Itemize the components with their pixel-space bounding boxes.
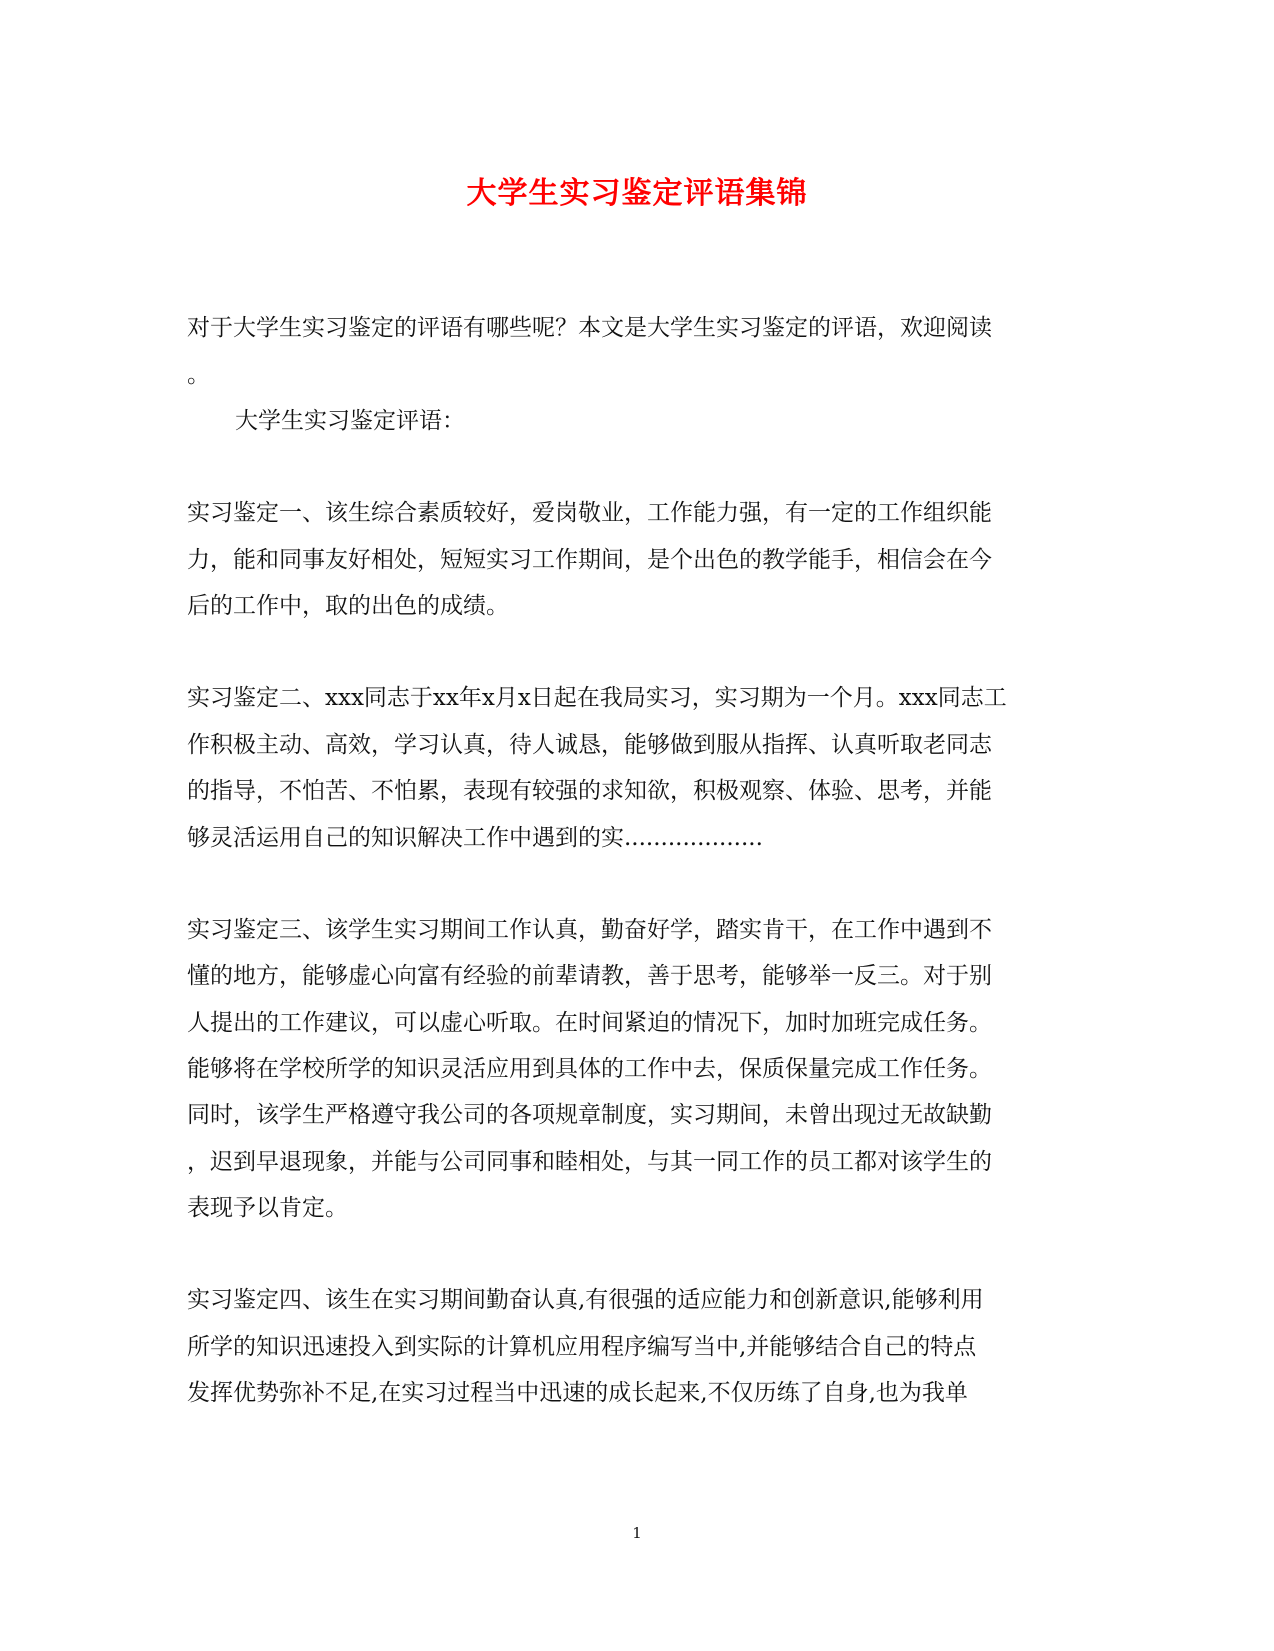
section-heading: 大学生实习鉴定评语：	[235, 408, 465, 434]
paragraph-3-line-2: 懂的地方，能够虚心向富有经验的前辈请教，善于思考，能够举一反三。对于别	[187, 963, 992, 989]
paragraph-3-line-7: 表现予以肯定。	[187, 1195, 348, 1221]
paragraph-3-line-1: 实习鉴定三、该学生实习期间工作认真，勤奋好学，踏实肯干，在工作中遇到不	[187, 917, 992, 943]
paragraph-4-line-3: 发挥优势弥补不足,在实习过程当中迅速的成长起来,不仅历练了自身,也为我单	[187, 1380, 968, 1406]
paragraph-3-line-5: 同时，该学生严格遵守我公司的各项规章制度，实习期间，未曾出现过无故缺勤	[187, 1102, 992, 1128]
paragraph-2-line-3: 的指导，不怕苦、不怕累，表现有较强的求知欲，积极观察、体验、思考，并能	[187, 778, 992, 804]
page-number: 1	[632, 1524, 642, 1542]
paragraph-1-line-2: 力，能和同事友好相处，短短实习工作期间，是个出色的教学能手，相信会在今	[187, 547, 992, 573]
paragraph-4-line-2: 所学的知识迅速投入到实际的计算机应用程序编写当中,并能够结合自己的特点	[187, 1334, 977, 1360]
paragraph-3-line-3: 人提出的工作建议，可以虚心听取。在时间紧迫的情况下，加时加班完成任务。	[187, 1010, 992, 1036]
paragraph-2-line-4: 够灵活运用自己的知识解决工作中遇到的实...................	[187, 825, 763, 851]
document-title: 大学生实习鉴定评语集锦	[466, 176, 808, 211]
paragraph-1-line-1: 实习鉴定一、该生综合素质较好，爱岗敬业，工作能力强，有一定的工作组织能	[187, 500, 992, 526]
paragraph-2-line-2: 作积极主动、高效，学习认真，待人诚恳，能够做到服从指挥、认真听取老同志	[187, 732, 992, 758]
paragraph-1-line-3: 后的工作中，取的出色的成绩。	[187, 593, 509, 619]
paragraph-4-line-1: 实习鉴定四、该生在实习期间勤奋认真,有很强的适应能力和创新意识,能够利用	[187, 1287, 984, 1313]
paragraph-2-line-1: 实习鉴定二、xxx同志于xx年x月x日起在我局实习，实习期为一个月。xxx同志工	[187, 685, 1007, 711]
intro-line-2: 。	[187, 362, 210, 388]
intro-line-1: 对于大学生实习鉴定的评语有哪些呢？本文是大学生实习鉴定的评语，欢迎阅读	[187, 315, 992, 341]
paragraph-3-line-6: ，迟到早退现象，并能与公司同事和睦相处，与其一同工作的员工都对该学生的	[187, 1149, 992, 1175]
paragraph-3-line-4: 能够将在学校所学的知识灵活应用到具体的工作中去，保质保量完成工作任务。	[187, 1056, 992, 1082]
